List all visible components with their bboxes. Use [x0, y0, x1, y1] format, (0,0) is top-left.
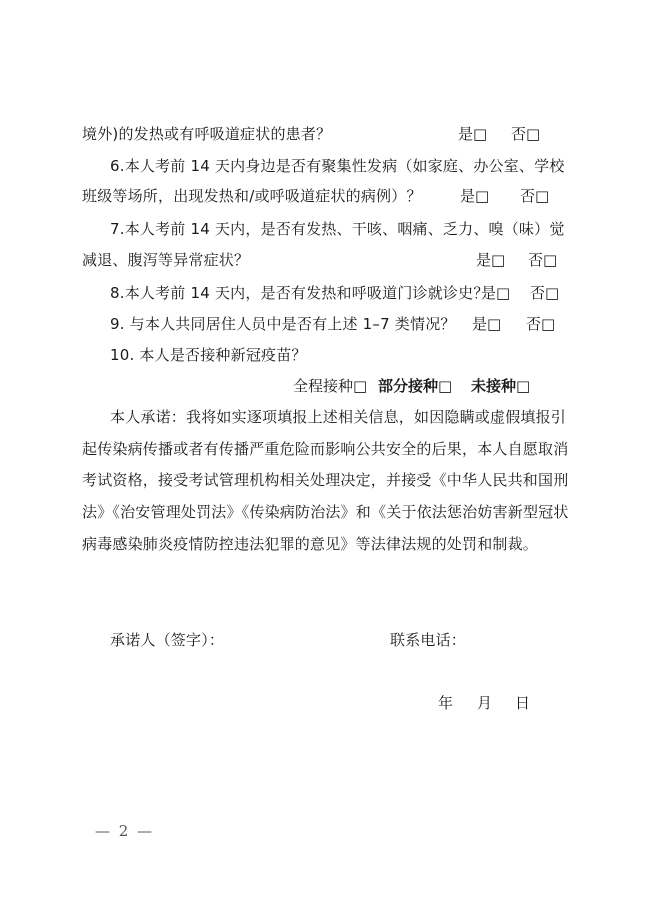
q6-text-line1: 6.本人考前 14 天内身边是否有聚集性发病（如家庭、办公室、学校 — [110, 157, 565, 175]
q9-text: 9. 与本人共同居住人员中是否有上述 1–7 类情况？ — [110, 315, 456, 333]
pledge-line-2: 起传染病传播或者有传播严重危险而影响公共安全的后果，本人自愿取消 — [82, 440, 569, 458]
q7-yes-checkbox[interactable]: 是□ — [476, 251, 506, 269]
pledge-line-5: 病毒感染肺炎疫情防控违法犯罪的意见》等法律法规的处罚和制裁。 — [82, 535, 539, 553]
q9-yes-checkbox[interactable]: 是□ — [472, 315, 502, 333]
q6-yes-checkbox[interactable]: 是□ — [460, 187, 490, 205]
pledge-line-4: 法》《治安管理处罚法》《传染病防治法》和《关于依法惩治妨害新型冠状 — [82, 503, 569, 521]
q6-no-checkbox[interactable]: 否□ — [520, 187, 550, 205]
q5-continuation-text: 境外)的发热或有呼吸道症状的患者？ — [82, 125, 332, 143]
date-year-label: 年 — [438, 694, 454, 712]
q7-text-line2: 减退、腹泻等异常症状？ — [82, 251, 250, 269]
date-day-label: 日 — [515, 694, 531, 712]
q8-no-checkbox[interactable]: 否□ — [530, 284, 560, 302]
q7-no-checkbox[interactable]: 否□ — [528, 251, 558, 269]
q8-text: 8.本人考前 14 天内，是否有发热和呼吸道门诊就诊史？ — [110, 284, 489, 302]
q6-text-line2: 班级等场所，出现发热和/或呼吸道症状的病例）？ — [82, 187, 422, 205]
pledge-line-3: 考试资格，接受考试管理机构相关处理决定，并接受《中华人民共和国刑 — [82, 471, 569, 489]
q10-not-vaccinated-checkbox[interactable]: 未接种□ — [471, 377, 531, 395]
q10-full-vaccination-checkbox[interactable]: 全程接种□ — [293, 377, 368, 395]
q10-partial-vaccination-checkbox[interactable]: 部分接种□ — [378, 377, 453, 395]
q10-text: 10. 本人是否接种新冠疫苗？ — [110, 346, 307, 364]
q9-no-checkbox[interactable]: 否□ — [526, 315, 556, 333]
phone-label: 联系电话： — [390, 631, 467, 649]
date-month-label: 月 — [477, 694, 493, 712]
page-number: — 2 — — [95, 822, 155, 840]
q5-yes-checkbox[interactable]: 是□ — [458, 125, 488, 143]
signer-label: 承诺人（签字）： — [110, 631, 225, 649]
q7-text-line1: 7.本人考前 14 天内，是否有发热、干咳、咽痛、乏力、嗅（味）觉 — [110, 220, 565, 238]
q8-yes-checkbox[interactable]: 是□ — [481, 284, 511, 302]
q5-no-checkbox[interactable]: 否□ — [511, 125, 541, 143]
pledge-line-1: 本人承诺：我将如实逐项填报上述相关信息，如因隐瞒或虚假填报引 — [110, 408, 567, 426]
